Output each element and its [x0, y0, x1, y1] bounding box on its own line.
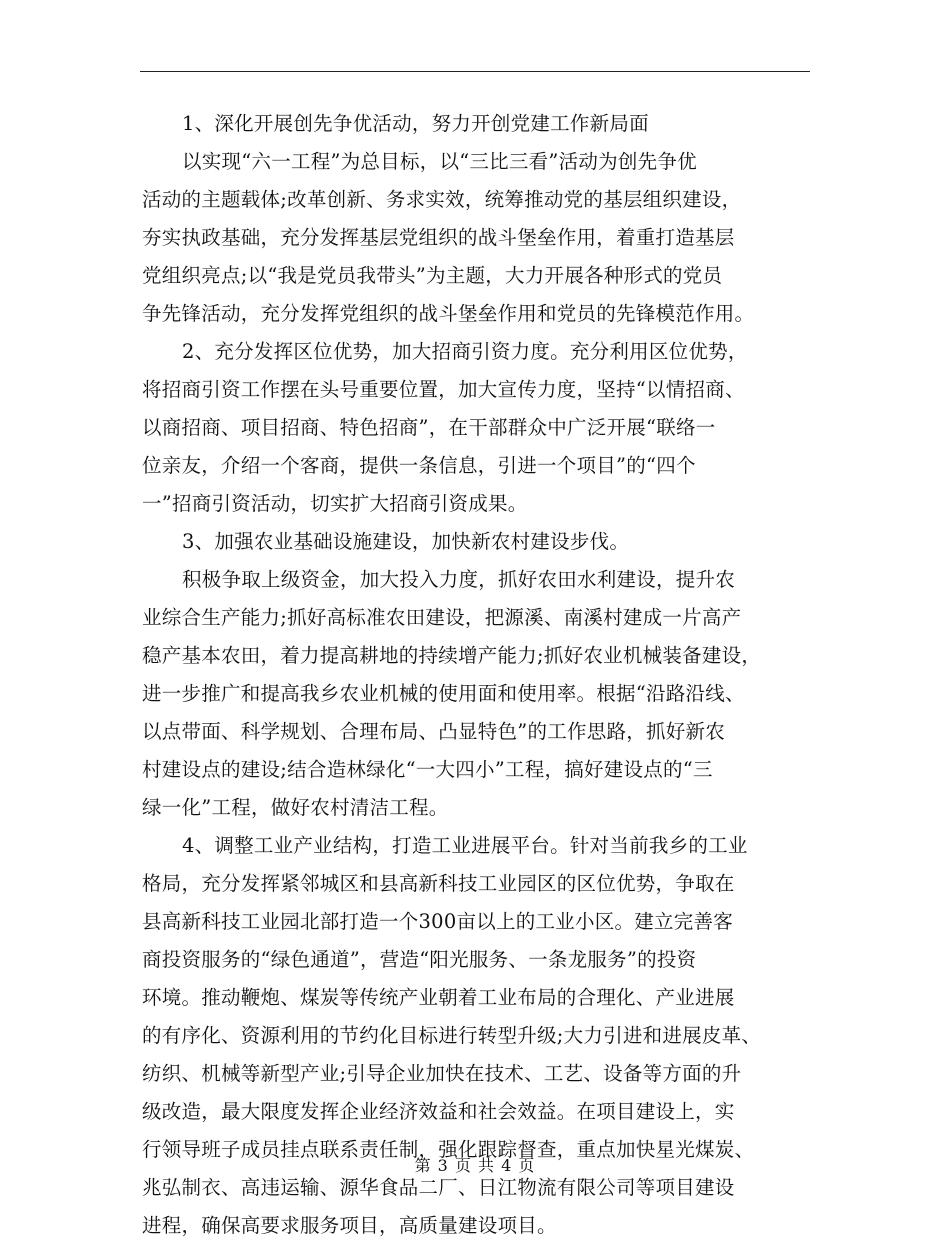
- paragraph-line: 兆弘制衣、高违运输、源华食品二厂、日江物流有限公司等项目建设: [142, 1176, 735, 1199]
- paragraph-line: 级改造，最大限度发挥企业经济效益和社会效益。在项目建设上，实: [142, 1100, 735, 1123]
- paragraph-line: 以商招商、项目招商、特色招商”，在干部群众中广泛开展“联络一: [142, 416, 716, 439]
- paragraph-line: 党组织亮点;以“我是党员我带头”为主题，大力开展各种形式的党员: [142, 264, 723, 287]
- paragraph-line: 业综合生产能力;抓好高标准农田建设，把源溪、南溪村建成一片高产: [142, 606, 742, 629]
- section-3-heading: 3、加强农业基础设施建设，加快新农村建设步伐。: [182, 530, 630, 553]
- section-4-heading: 4、调整工业产业结构，打造工业进展平台。针对当前我乡的工业: [182, 834, 748, 857]
- paragraph-line: 格局，充分发挥紧邻城区和县高新科技工业园区的区位优势，争取在: [142, 872, 735, 895]
- paragraph-line: 争先锋活动，充分发挥党组织的战斗堡垒作用和党员的先锋模范作用。: [142, 302, 755, 325]
- paragraph-line: 绿一化”工程，做好农村清洁工程。: [142, 796, 449, 819]
- paragraph-line: 一”招商引资活动，切实扩大招商引资成果。: [142, 492, 528, 515]
- section-1-heading: 1、深化开展创先争优活动，努力开创党建工作新局面: [182, 112, 649, 135]
- paragraph-line: 纺织、机械等新型产业;引导企业加快在技术、工艺、设备等方面的升: [142, 1062, 742, 1085]
- paragraph-line: 位亲友，介绍一个客商，提供一条信息，引进一个项目”的“四个: [142, 454, 696, 477]
- paragraph-line: 积极争取上级资金，加大投入力度，抓好农田水利建设，提升农: [182, 568, 736, 591]
- page-footer: 第 3 页 共 4 页: [414, 1156, 536, 1175]
- paragraph-line: 行领导班子成员挂点联系责任制，强化跟踪督查，重点加快星光煤炭、: [142, 1138, 755, 1161]
- paragraph-line: 县高新科技工业园北部打造一个300亩以上的工业小区。建立完善客: [142, 910, 733, 933]
- paragraph-line: 以实现“六一工程”为总目标，以“三比三看”活动为创先争优: [182, 150, 697, 173]
- paragraph-line: 村建设点的建设;结合造林绿化“一大四小”工程，搞好建设点的“三: [142, 758, 713, 781]
- paragraph-line: 商投资服务的“绿色通道”，营造“阳光服务、一条龙服务”的投资: [142, 948, 697, 971]
- paragraph-line: 进一步推广和提高我乡农业机械的使用面和使用率。根据“沿路沿线、: [142, 682, 745, 705]
- paragraph-line: 夯实执政基础，充分发挥基层党组织的战斗堡垒作用，着重打造基层: [142, 226, 735, 249]
- paragraph-line: 的有序化、资源利用的节约化目标进行转型升级;大力引进和进展皮革、: [142, 1024, 762, 1047]
- paragraph-line: 以点带面、科学规划、合理布局、凸显特色”的工作思路，抓好新农: [142, 720, 725, 743]
- header-rule: [140, 71, 810, 72]
- paragraph-line: 稳产基本农田，着力提高耕地的持续增产能力;抓好农业机械装备建设，: [142, 644, 762, 667]
- paragraph-line: 环境。推动鞭炮、煤炭等传统产业朝着工业布局的合理化、产业进展: [142, 986, 735, 1009]
- section-2-heading: 2、充分发挥区位优势，加大招商引资力度。充分利用区位优势，: [182, 340, 748, 363]
- paragraph-line: 活动的主题载体;改革创新、务求实效，统筹推动党的基层组织建设，: [142, 188, 742, 211]
- document-body: [142, 105, 814, 1245]
- paragraph-line: 将招商引资工作摆在头号重要位置，加大宣传力度，坚持“以情招商、: [142, 378, 745, 401]
- paragraph-line: 进程，确保高要求服务项目，高质量建设项目。: [142, 1214, 557, 1237]
